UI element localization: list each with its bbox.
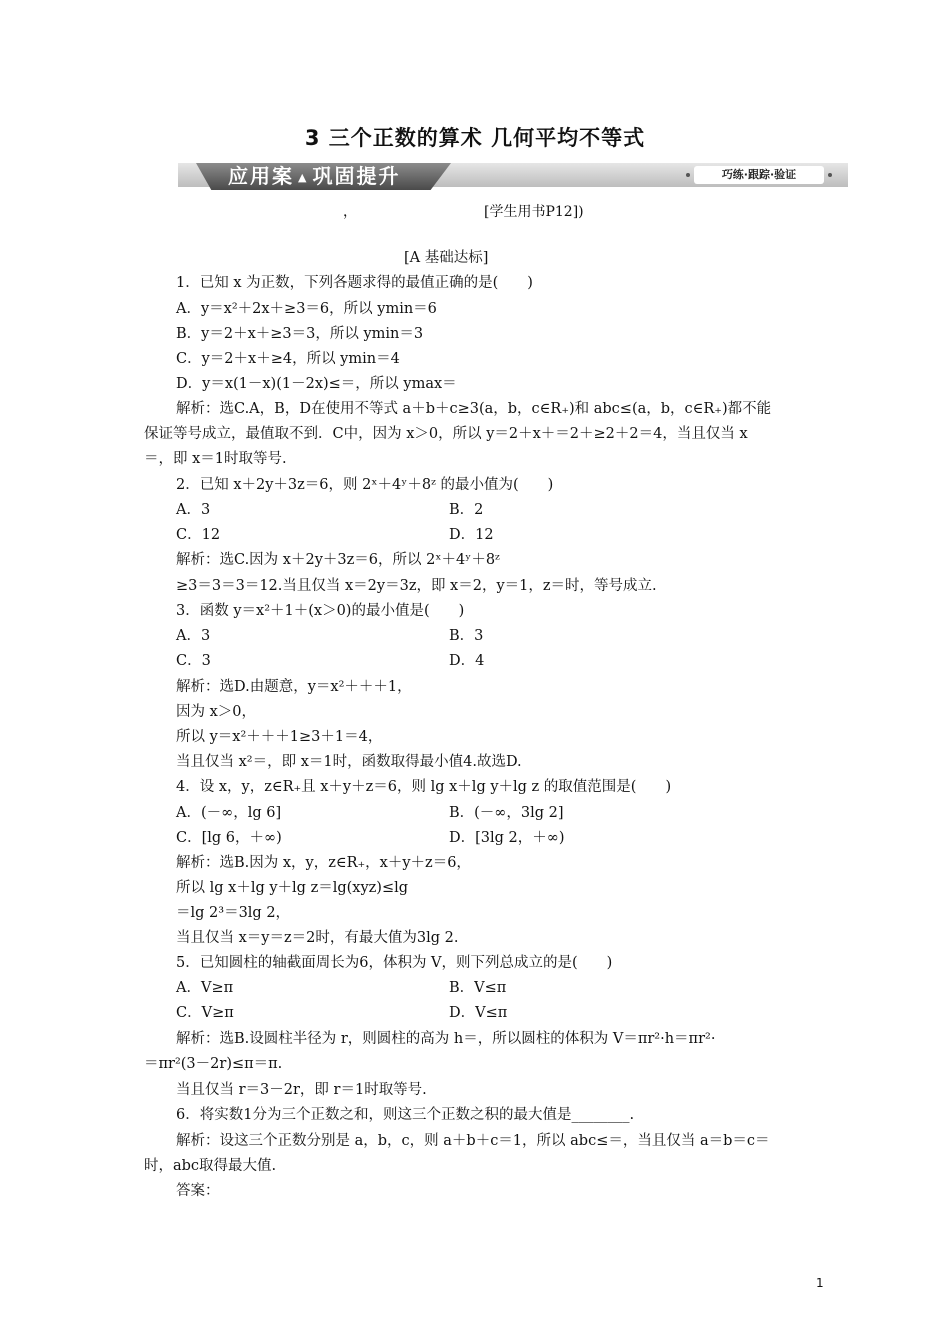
question-1: 1．已知 x 为正数，下列各题求得的最值正确的是( ) [176, 275, 533, 291]
q5-solution-line: 解析：选B.设圆柱半径为 r，则圆柱的高为 h＝，所以圆柱的体积为 V＝πr²·h＝πr²· [176, 1031, 716, 1047]
section-banner-title [228, 163, 400, 190]
q3-solution-line: 因为 x＞0， [176, 704, 257, 720]
comma-mark: ， [343, 204, 357, 220]
question-4: 4．设 x，y，z∈R₊且 x＋y＋z＝6，则 lg x＋lg y＋lg z 的取值范围是( ) [176, 779, 672, 795]
q5-option-d: D．V≤π [449, 1005, 508, 1021]
banner-title-part-b: 巩固提升 [312, 164, 401, 188]
q4-solution-line: 所以 lg x＋lg y＋lg z＝lg(xyz)≤lg [176, 880, 409, 896]
q3-solution-line: 当且仅当 x²＝，即 x＝1时，函数取得最小值4.故选D. [176, 754, 522, 770]
q3-option-b: B．3 [449, 628, 484, 644]
q3-solution-line: 解析：选D.由题意，y＝x²＋＋＋1， [176, 679, 412, 695]
q2-option-b: B．2 [449, 502, 484, 518]
q1-solution-line: 解析：选C.A，B，D在使用不等式 a＋b＋c≥3(a，b，c∈R₊)和 abc≤(a，b，c∈R₊)都不能 [176, 401, 772, 417]
q3-option-a: A．3 [176, 628, 211, 644]
q2-solution-line: 解析：选C.因为 x＋2y＋3z＝6，所以 2ˣ＋4ʸ＋8ᶻ [176, 552, 500, 568]
banner-tag [694, 166, 824, 184]
q5-option-b: B．V≤π [449, 980, 507, 996]
q5-solution-line: 当且仅当 r＝3－2r，即 r＝1时取等号. [176, 1082, 427, 1098]
question-5: 5．已知圆柱的轴截面周长为6，体积为 V，则下列总成立的是( ) [176, 955, 613, 971]
q4-option-a: A．(－∞，lg 6] [176, 805, 282, 821]
q1-solution-line: ＝，即 x＝1时取等号. [144, 451, 287, 467]
question-3: 3．函数 y＝x²＋1＋(x＞0)的最小值是( ) [176, 603, 465, 619]
page-number: 1 [816, 1276, 824, 1290]
q6-solution-line: 时，abc取得最大值. [144, 1158, 277, 1174]
q4-solution-line: 解析：选B.因为 x，y，z∈R₊，x＋y＋z＝6， [176, 855, 471, 871]
q4-option-b: B．(－∞，3lg 2] [449, 805, 564, 821]
q4-solution-line: 当且仅当 x＝y＝z＝2时，有最大值为3lg 2. [176, 930, 459, 946]
q2-option-c: C．12 [176, 527, 221, 543]
q2-option-a: A．3 [176, 502, 211, 518]
q4-option-d: D．[3lg 2，＋∞) [449, 830, 565, 846]
q6-answer-label: 答案： [176, 1183, 220, 1199]
q2-option-d: D．12 [449, 527, 494, 543]
q3-option-d: D．4 [449, 653, 485, 669]
q5-option-a: A．V≥π [176, 980, 234, 996]
triangle-icon: ▲ [298, 171, 309, 184]
q1-option-d: D．y＝x(1－x)(1－2x)≤＝，所以 ymax＝ [176, 376, 457, 392]
q5-solution-line: ＝πr²(3－2r)≤π＝π. [144, 1056, 283, 1072]
q3-option-c: C．3 [176, 653, 211, 669]
dot-icon [828, 173, 832, 177]
dot-icon [686, 173, 690, 177]
q1-option-b: B．y＝2＋x＋≥3＝3，所以 ymin＝3 [176, 326, 424, 342]
question-2: 2．已知 x＋2y＋3z＝6，则 2ˣ＋4ʸ＋8ᶻ 的最小值为( ) [176, 477, 554, 493]
q1-solution-line: 保证等号成立，最值取不到．C中，因为 x＞0，所以 y＝2＋x＋＝2＋≥2＋2＝4，当且仅当 x [144, 426, 748, 442]
q3-solution-line: 所以 y＝x²＋＋＋1≥3＋1＝4， [176, 729, 383, 745]
q4-option-c: C．[lg 6，＋∞) [176, 830, 282, 846]
question-6: 6．将实数1分为三个正数之和，则这三个正数之积的最大值是________. [176, 1107, 635, 1123]
banner-title-part-a: 应用案 [228, 164, 294, 188]
q6-solution-line: 解析：设这三个正数分别是 a，b，c，则 a＋b＋c＝1，所以 abc≤＝，当且仅当 a＝b＝c＝ [176, 1133, 770, 1149]
q1-option-a: A．y＝x²＋2x＋≥3＝6，所以 ymin＝6 [176, 301, 437, 317]
q2-solution-line: ≥3＝3＝3＝12.当且仅当 x＝2y＝3z，即 x＝2，y＝1，z＝时，等号成立. [176, 578, 657, 594]
q4-solution-line: ＝lg 2³＝3lg 2， [176, 905, 291, 921]
page-title: 3 三个正数的算术 几何平均不等式 [304, 126, 646, 150]
q5-option-c: C．V≥π [176, 1005, 234, 1021]
banner-tag-label: 巧练·跟踪·验证 [721, 168, 797, 181]
section-heading: [A 基础达标] [404, 250, 489, 266]
q1-option-c: C．y＝2＋x＋≥4，所以 ymin＝4 [176, 351, 400, 367]
book-reference: [学生用书P12]) [484, 204, 584, 220]
